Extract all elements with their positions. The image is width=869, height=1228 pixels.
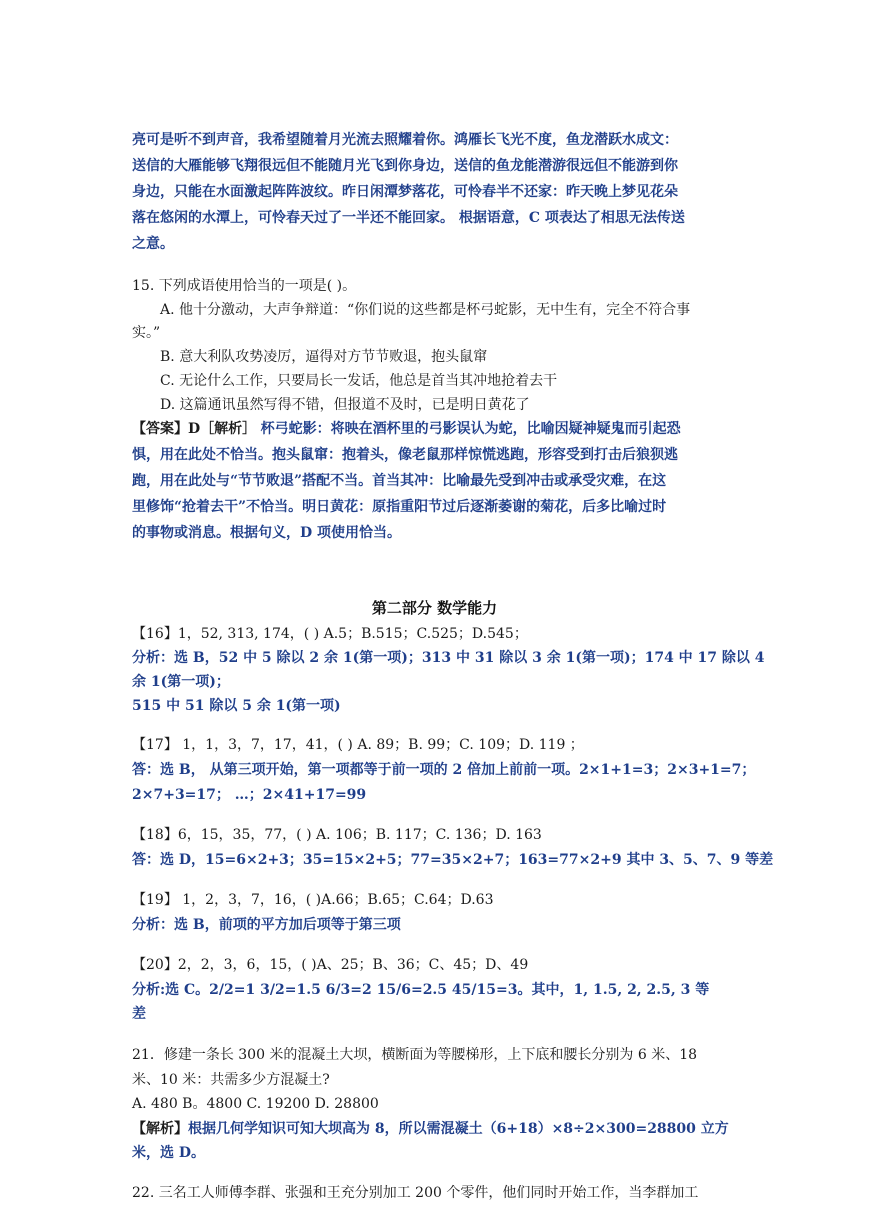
q15-option-a: A. 他十分激动，大声争辩道：“你们说的这些都是杯弓蛇影，无中生有，完全不符合事 xyxy=(160,302,691,318)
q16-analysis: 余 1(第一项)； xyxy=(132,674,230,690)
q21-analysis: 米，选 D。 xyxy=(132,1145,206,1161)
q17-stem: 【17】 1，1，3，7，17，41，( ) A. 89；B. 99；C. 109；D. 119 ； xyxy=(132,737,584,753)
q15-stem: 15. 下列成语使用恰当的一项是( )。 xyxy=(132,278,357,294)
q16-analysis: 515 中 51 除以 5 余 1(第一项) xyxy=(132,698,341,714)
q15-answer-label: 【答案】D［解析］ xyxy=(132,421,257,437)
explanation-line: 落在悠闲的水潭上，可怜春天过了一半还不能回家。 根据语意，C 项表达了相思无法传送 xyxy=(132,210,685,226)
explanation-line: 送信的大雁能够飞翔很远但不能随月光飞到你身边，送信的鱼龙能潜游很远但不能游到你 xyxy=(132,158,678,174)
q15-option-b: B. 意大利队攻势凌厉，逼得对方节节败退，抱头鼠窜 xyxy=(160,349,488,365)
q17-analysis: 答：选 B， 从第三项开始，第一项都等于前一项的 2 倍加上前前一项。2×1+1=3；2×3+1=7； xyxy=(132,762,756,778)
q15-option-c: C. 无论什么工作，只要局长一发话，他总是首当其冲地抢着去干 xyxy=(160,373,558,389)
q15-option-d: D. 这篇通讯虽然写得不错，但报道不及时，已是明日黄花了 xyxy=(160,397,530,413)
q15-option-a-cont: 实。” xyxy=(132,325,161,341)
part2-title: 第二部分 数学能力 xyxy=(371,599,498,617)
q22-stem: 22. 三名工人师傅李群、张强和王充分别加工 200 个零件，他们同时开始工作，当李群加工 xyxy=(132,1185,699,1201)
q15-answer-line: 的事物或消息。根据句义，D 项使用恰当。 xyxy=(132,525,402,541)
q21-analysis-text: 根据几何学知识可知大坝高为 8，所以需混凝土（6+18）×8÷2×300=28800 立方 xyxy=(188,1121,729,1137)
q16-stem: 【16】1，52, 313, 174，( ) A.5；B.515；C.525；D.545； xyxy=(132,626,528,642)
q16-analysis: 分析：选 B，52 中 5 除以 2 余 1(第一项)；313 中 31 除以 3 余 1(第一项)；174 中 17 除以 4 xyxy=(132,650,765,666)
q15-answer-line xyxy=(132,419,681,439)
q17-analysis: 2×7+3=17； …；2×41+17=99 xyxy=(132,787,367,803)
q20-stem: 【20】2，2，3，6，15，( )A、25；B、36；C、45；D、49 xyxy=(132,957,529,973)
explanation-line: 之意。 xyxy=(132,236,174,252)
explanation-line: 身边，只能在水面激起阵阵波纹。昨日闲潭梦落花，可怜春半不还家：昨天晚上梦见花朵 xyxy=(132,184,678,200)
explanation-line: 亮可是听不到声音，我希望随着月光流去照耀着你。鸿雁长飞光不度，鱼龙潜跃水成文： xyxy=(132,132,678,148)
q15-answer-line: 跑，用在此处与“节节败退”搭配不当。首当其冲：比喻最先受到冲击或承受灾难，在这 xyxy=(132,473,667,489)
q19-stem: 【19】 1，2，3，7，16，( )A.66；B.65；C.64；D.63 xyxy=(132,892,494,908)
q19-analysis: 分析：选 B，前项的平方加后项等于第三项 xyxy=(132,917,401,933)
q15-answer-text: 杯弓蛇影：将映在酒杯里的弓影误认为蛇，比喻因疑神疑鬼而引起恐 xyxy=(260,421,681,437)
q21-analysis-line xyxy=(132,1119,729,1139)
q15-answer-line: 里修饰“抢着去干”不恰当。明日黄花：原指重阳节过后逐渐萎谢的菊花，后多比喻过时 xyxy=(132,499,667,515)
q18-stem: 【18】6，15，35，77，( ) A. 106；B. 117；C. 136；D. 163 xyxy=(132,827,542,843)
q21-options: A. 480 B。4800 C. 19200 D. 28800 xyxy=(132,1096,379,1112)
q21-analysis-label: 【解析】 xyxy=(132,1121,188,1137)
q15-answer-line: 惧，用在此处不恰当。抱头鼠窜：抱着头，像老鼠那样惊慌逃跑，形容受到打击后狼狈逃 xyxy=(132,447,678,463)
q21-stem: 米、10 米：共需多少方混凝土? xyxy=(132,1072,330,1088)
q21-stem: 21．修建一条长 300 米的混凝土大坝，横断面为等腰梯形，上下底和腰长分别为 6 米、18 xyxy=(132,1047,698,1063)
q20-analysis: 差 xyxy=(132,1006,146,1022)
q18-analysis: 答：选 D，15=6×2+3；35=15×2+5；77=35×2+7；163=77×2+9 其中 3、5、7、9 等差 xyxy=(132,852,774,868)
q20-analysis: 分析:选 C。2/2=1 3/2=1.5 6/3=2 15/6=2.5 45/15=3。其中，1, 1.5, 2, 2.5, 3 等 xyxy=(132,982,710,998)
